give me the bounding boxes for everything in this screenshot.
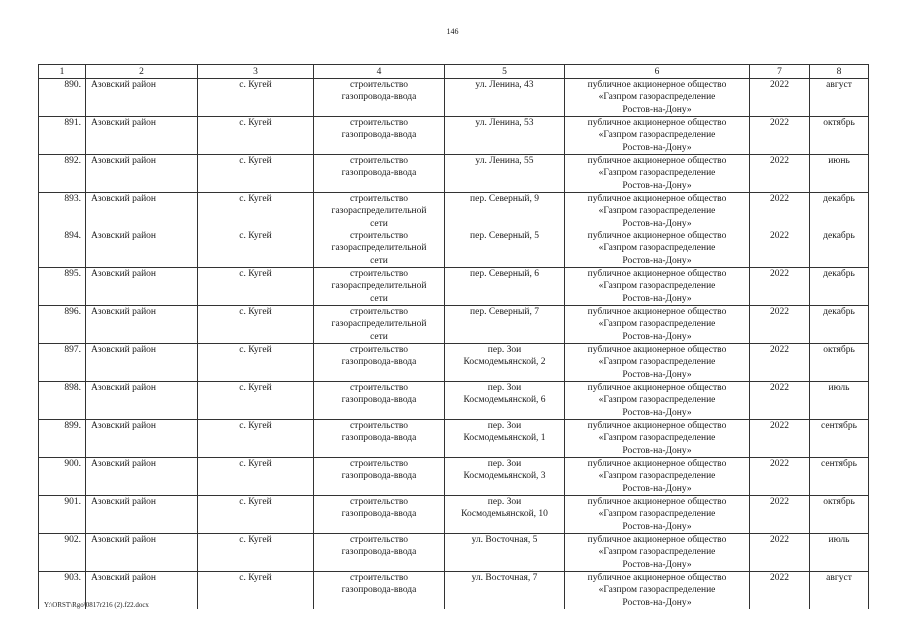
table-header bbox=[39, 65, 869, 79]
address-line: пер. Северный, 6 bbox=[470, 269, 539, 279]
month-cell: декабрь bbox=[810, 306, 869, 344]
owner-line: «Газпром газораспределение bbox=[598, 547, 716, 558]
work-type-line: строительство bbox=[349, 80, 409, 90]
header-row bbox=[39, 65, 869, 79]
address-cell bbox=[445, 534, 565, 572]
owner-line: публичное акционерное общество bbox=[587, 80, 727, 90]
settlement-cell: с. Кугей bbox=[198, 496, 314, 534]
settlement-cell: с. Кугей bbox=[198, 306, 314, 344]
owner-line: Ростов-на-Дону» bbox=[622, 142, 692, 153]
year-cell: 2022 bbox=[750, 382, 810, 420]
address-cell bbox=[445, 306, 565, 344]
work-type-cell bbox=[314, 193, 445, 231]
year-cell: 2022 bbox=[750, 79, 810, 117]
row-number-cell: 893. bbox=[39, 193, 86, 231]
table-row bbox=[39, 306, 869, 344]
row-number-cell: 902. bbox=[39, 534, 86, 572]
district-cell: Азовский район bbox=[86, 306, 198, 344]
owner-cell bbox=[565, 420, 750, 458]
work-type-cell bbox=[314, 268, 445, 306]
district-cell: Азовский район bbox=[86, 420, 198, 458]
district-cell: Азовский район bbox=[86, 458, 198, 496]
work-type-line: газопровода-ввода bbox=[341, 92, 417, 103]
address-line: Космодемьянской, 6 bbox=[463, 395, 546, 406]
district-cell: Азовский район bbox=[86, 193, 198, 231]
row-number-cell: 903. bbox=[39, 572, 86, 610]
owner-line: публичное акционерное общество bbox=[587, 307, 727, 317]
owner-line: публичное акционерное общество bbox=[587, 345, 727, 355]
row-number-cell: 901. bbox=[39, 496, 86, 534]
work-type-line: строительство bbox=[349, 345, 409, 355]
settlement-cell: с. Кугей bbox=[198, 193, 314, 231]
owner-line: публичное акционерное общество bbox=[587, 118, 727, 128]
work-type-line: газораспределительной bbox=[331, 319, 427, 330]
table-row bbox=[39, 230, 869, 268]
owner-line: Ростов-на-Дону» bbox=[622, 483, 692, 494]
work-type-line: сети bbox=[370, 293, 388, 304]
table-row bbox=[39, 117, 869, 155]
header-cell-2: 2 bbox=[86, 65, 198, 79]
year-cell: 2022 bbox=[750, 458, 810, 496]
table-row bbox=[39, 79, 869, 117]
address-cell bbox=[445, 79, 565, 117]
owner-line: Ростов-на-Дону» bbox=[622, 559, 692, 570]
address-line: Космодемьянской, 1 bbox=[463, 433, 546, 444]
owner-cell bbox=[565, 344, 750, 382]
owner-line: «Газпром газораспределение bbox=[598, 509, 716, 520]
work-type-line: строительство bbox=[349, 194, 409, 204]
work-type-cell bbox=[314, 79, 445, 117]
year-cell: 2022 bbox=[750, 420, 810, 458]
work-type-cell bbox=[314, 344, 445, 382]
row-number-cell: 898. bbox=[39, 382, 86, 420]
row-number-cell: 897. bbox=[39, 344, 86, 382]
work-type-line: газопровода-ввода bbox=[341, 547, 417, 558]
work-type-line: газопровода-ввода bbox=[341, 433, 417, 444]
address-cell bbox=[445, 193, 565, 231]
owner-line: публичное акционерное общество bbox=[587, 194, 727, 204]
owner-line: Ростов-на-Дону» bbox=[622, 331, 692, 342]
year-cell: 2022 bbox=[750, 230, 810, 268]
month-cell: октябрь bbox=[810, 117, 869, 155]
address-line: Космодемьянской, 2 bbox=[463, 357, 546, 368]
owner-line: Ростов-на-Дону» bbox=[622, 255, 692, 266]
owner-cell bbox=[565, 155, 750, 193]
owner-line: «Газпром газораспределение bbox=[598, 319, 716, 330]
table-row bbox=[39, 344, 869, 382]
work-type-line: сети bbox=[370, 218, 388, 229]
header-cell-7: 7 bbox=[750, 65, 810, 79]
row-number-cell: 895. bbox=[39, 268, 86, 306]
settlement-cell: с. Кугей bbox=[198, 572, 314, 610]
header-cell-3: 3 bbox=[198, 65, 314, 79]
work-type-line: газораспределительной bbox=[331, 243, 427, 254]
owner-cell bbox=[565, 117, 750, 155]
table-row bbox=[39, 534, 869, 572]
district-cell: Азовский район bbox=[86, 117, 198, 155]
table-row bbox=[39, 458, 869, 496]
work-type-line: газораспределительной bbox=[331, 206, 427, 217]
work-type-cell bbox=[314, 230, 445, 268]
owner-cell bbox=[565, 193, 750, 231]
work-type-cell bbox=[314, 420, 445, 458]
owner-cell bbox=[565, 268, 750, 306]
address-line: Космодемьянской, 10 bbox=[461, 509, 548, 520]
work-type-cell bbox=[314, 458, 445, 496]
settlement-cell: с. Кугей bbox=[198, 268, 314, 306]
work-type-line: строительство bbox=[349, 231, 409, 241]
table-row bbox=[39, 382, 869, 420]
owner-line: публичное акционерное общество bbox=[587, 156, 727, 166]
address-line: ул. Ленина, 43 bbox=[475, 80, 534, 90]
address-cell bbox=[445, 268, 565, 306]
month-cell: июль bbox=[810, 534, 869, 572]
district-cell: Азовский район bbox=[86, 344, 198, 382]
year-cell: 2022 bbox=[750, 155, 810, 193]
work-type-line: строительство bbox=[349, 573, 409, 583]
header-cell-8: 8 bbox=[810, 65, 869, 79]
address-cell bbox=[445, 344, 565, 382]
year-cell: 2022 bbox=[750, 572, 810, 610]
address-cell bbox=[445, 382, 565, 420]
owner-line: Ростов-на-Дону» bbox=[622, 597, 692, 608]
owner-line: «Газпром газораспределение bbox=[598, 243, 716, 254]
owner-cell bbox=[565, 79, 750, 117]
owner-cell bbox=[565, 496, 750, 534]
work-type-line: строительство bbox=[349, 307, 409, 317]
address-cell bbox=[445, 230, 565, 268]
owner-line: публичное акционерное общество bbox=[587, 231, 727, 241]
owner-cell bbox=[565, 572, 750, 610]
work-type-line: строительство bbox=[349, 497, 409, 507]
owner-cell bbox=[565, 534, 750, 572]
owner-line: «Газпром газораспределение bbox=[598, 92, 716, 103]
owner-line: публичное акционерное общество bbox=[587, 573, 727, 583]
settlement-cell: с. Кугей bbox=[198, 534, 314, 572]
month-cell: декабрь bbox=[810, 230, 869, 268]
work-type-line: газопровода-ввода bbox=[341, 509, 417, 520]
month-cell: декабрь bbox=[810, 193, 869, 231]
address-line: ул. Восточная, 5 bbox=[471, 535, 538, 545]
year-cell: 2022 bbox=[750, 117, 810, 155]
work-type-line: строительство bbox=[349, 535, 409, 545]
owner-line: Ростов-на-Дону» bbox=[622, 293, 692, 304]
owner-line: «Газпром газораспределение bbox=[598, 168, 716, 179]
address-line: пер. Северный, 9 bbox=[470, 194, 539, 204]
owner-line: публичное акционерное общество bbox=[587, 383, 727, 393]
work-type-cell bbox=[314, 572, 445, 610]
district-cell: Азовский район bbox=[86, 382, 198, 420]
work-type-line: газопровода-ввода bbox=[341, 471, 417, 482]
month-cell: август bbox=[810, 572, 869, 610]
address-cell bbox=[445, 458, 565, 496]
owner-line: «Газпром газораспределение bbox=[598, 206, 716, 217]
address-cell bbox=[445, 155, 565, 193]
month-cell: октябрь bbox=[810, 344, 869, 382]
work-type-cell bbox=[314, 117, 445, 155]
table-row bbox=[39, 572, 869, 610]
work-type-cell bbox=[314, 496, 445, 534]
year-cell: 2022 bbox=[750, 344, 810, 382]
row-number-cell: 900. bbox=[39, 458, 86, 496]
work-type-cell bbox=[314, 382, 445, 420]
owner-line: Ростов-на-Дону» bbox=[622, 104, 692, 115]
work-type-line: строительство bbox=[349, 459, 409, 469]
owner-line: «Газпром газораспределение bbox=[598, 395, 716, 406]
settlement-cell: с. Кугей bbox=[198, 79, 314, 117]
owner-line: Ростов-на-Дону» bbox=[622, 369, 692, 380]
footer-file-path: Y:\ORST\Rgo\0817r216 (2).f22.docx bbox=[44, 601, 149, 609]
settlement-cell: с. Кугей bbox=[198, 458, 314, 496]
settlement-cell: с. Кугей bbox=[198, 155, 314, 193]
registry-table bbox=[38, 64, 869, 609]
district-cell: Азовский район bbox=[86, 230, 198, 268]
work-type-line: газопровода-ввода bbox=[341, 395, 417, 406]
owner-line: Ростов-на-Дону» bbox=[622, 445, 692, 456]
address-cell bbox=[445, 496, 565, 534]
header-cell-6: 6 bbox=[565, 65, 750, 79]
owner-cell bbox=[565, 382, 750, 420]
row-number-cell: 891. bbox=[39, 117, 86, 155]
header-cell-4: 4 bbox=[314, 65, 445, 79]
work-type-line: газопровода-ввода bbox=[341, 168, 417, 179]
settlement-cell: с. Кугей bbox=[198, 420, 314, 458]
page-number: 146 bbox=[446, 27, 459, 36]
work-type-cell bbox=[314, 306, 445, 344]
row-number-cell: 896. bbox=[39, 306, 86, 344]
address-cell bbox=[445, 420, 565, 458]
work-type-line: сети bbox=[370, 255, 388, 266]
district-cell: Азовский район bbox=[86, 79, 198, 117]
table-row bbox=[39, 193, 869, 231]
address-line: пер. Зои bbox=[487, 383, 522, 393]
address-line: ул. Ленина, 53 bbox=[475, 118, 534, 128]
owner-line: «Газпром газораспределение bbox=[598, 471, 716, 482]
owner-line: «Газпром газораспределение bbox=[598, 357, 716, 368]
work-type-line: газопровода-ввода bbox=[341, 130, 417, 141]
table-row bbox=[39, 420, 869, 458]
work-type-line: строительство bbox=[349, 156, 409, 166]
owner-line: Ростов-на-Дону» bbox=[622, 218, 692, 229]
address-line: ул. Восточная, 7 bbox=[471, 573, 538, 583]
district-cell: Азовский район bbox=[86, 534, 198, 572]
address-line: пер. Зои bbox=[487, 345, 522, 355]
district-cell: Азовский район bbox=[86, 268, 198, 306]
address-line: пер. Северный, 5 bbox=[470, 231, 539, 241]
work-type-cell bbox=[314, 155, 445, 193]
work-type-line: газопровода-ввода bbox=[341, 585, 417, 596]
address-line: пер. Зои bbox=[487, 459, 522, 469]
year-cell: 2022 bbox=[750, 534, 810, 572]
owner-line: Ростов-на-Дону» bbox=[622, 407, 692, 418]
work-type-line: строительство bbox=[349, 383, 409, 393]
address-line: пер. Зои bbox=[487, 497, 522, 507]
district-cell: Азовский район bbox=[86, 155, 198, 193]
table-row bbox=[39, 496, 869, 534]
header-cell-5: 5 bbox=[445, 65, 565, 79]
owner-line: публичное акционерное общество bbox=[587, 421, 727, 431]
address-cell bbox=[445, 117, 565, 155]
address-line: Космодемьянской, 3 bbox=[463, 471, 546, 482]
work-type-line: строительство bbox=[349, 269, 409, 279]
district-cell: Азовский район bbox=[86, 572, 198, 610]
year-cell: 2022 bbox=[750, 193, 810, 231]
owner-line: «Газпром газораспределение bbox=[598, 281, 716, 292]
owner-line: публичное акционерное общество bbox=[587, 535, 727, 545]
address-line: пер. Зои bbox=[487, 421, 522, 431]
owner-cell bbox=[565, 306, 750, 344]
row-number-cell: 892. bbox=[39, 155, 86, 193]
settlement-cell: с. Кугей bbox=[198, 117, 314, 155]
owner-cell bbox=[565, 458, 750, 496]
month-cell: июль bbox=[810, 382, 869, 420]
address-cell bbox=[445, 572, 565, 610]
work-type-line: строительство bbox=[349, 421, 409, 431]
address-line: ул. Ленина, 55 bbox=[475, 156, 534, 166]
owner-line: «Газпром газораспределение bbox=[598, 585, 716, 596]
owner-line: «Газпром газораспределение bbox=[598, 433, 716, 444]
month-cell: октябрь bbox=[810, 496, 869, 534]
owner-line: публичное акционерное общество bbox=[587, 269, 727, 279]
owner-line: Ростов-на-Дону» bbox=[622, 521, 692, 532]
owner-line: Ростов-на-Дону» bbox=[622, 180, 692, 191]
year-cell: 2022 bbox=[750, 306, 810, 344]
row-number-cell: 890. bbox=[39, 79, 86, 117]
owner-line: публичное акционерное общество bbox=[587, 497, 727, 507]
settlement-cell: с. Кугей bbox=[198, 382, 314, 420]
month-cell: декабрь bbox=[810, 268, 869, 306]
month-cell: сентябрь bbox=[810, 458, 869, 496]
work-type-line: газопровода-ввода bbox=[341, 357, 417, 368]
row-number-cell: 899. bbox=[39, 420, 86, 458]
year-cell: 2022 bbox=[750, 496, 810, 534]
month-cell: июнь bbox=[810, 155, 869, 193]
settlement-cell: с. Кугей bbox=[198, 344, 314, 382]
owner-line: «Газпром газораспределение bbox=[598, 130, 716, 141]
work-type-line: газораспределительной bbox=[331, 281, 427, 292]
owner-cell bbox=[565, 230, 750, 268]
work-type-cell bbox=[314, 534, 445, 572]
owner-line: публичное акционерное общество bbox=[587, 459, 727, 469]
settlement-cell: с. Кугей bbox=[198, 230, 314, 268]
address-line: пер. Северный, 7 bbox=[470, 307, 539, 317]
row-number-cell: 894. bbox=[39, 230, 86, 268]
month-cell: сентябрь bbox=[810, 420, 869, 458]
table-body bbox=[39, 79, 869, 610]
table-row bbox=[39, 268, 869, 306]
work-type-line: строительство bbox=[349, 118, 409, 128]
month-cell: август bbox=[810, 79, 869, 117]
work-type-line: сети bbox=[370, 331, 388, 342]
table-row bbox=[39, 155, 869, 193]
year-cell: 2022 bbox=[750, 268, 810, 306]
district-cell: Азовский район bbox=[86, 496, 198, 534]
header-cell-1: 1 bbox=[39, 65, 86, 79]
